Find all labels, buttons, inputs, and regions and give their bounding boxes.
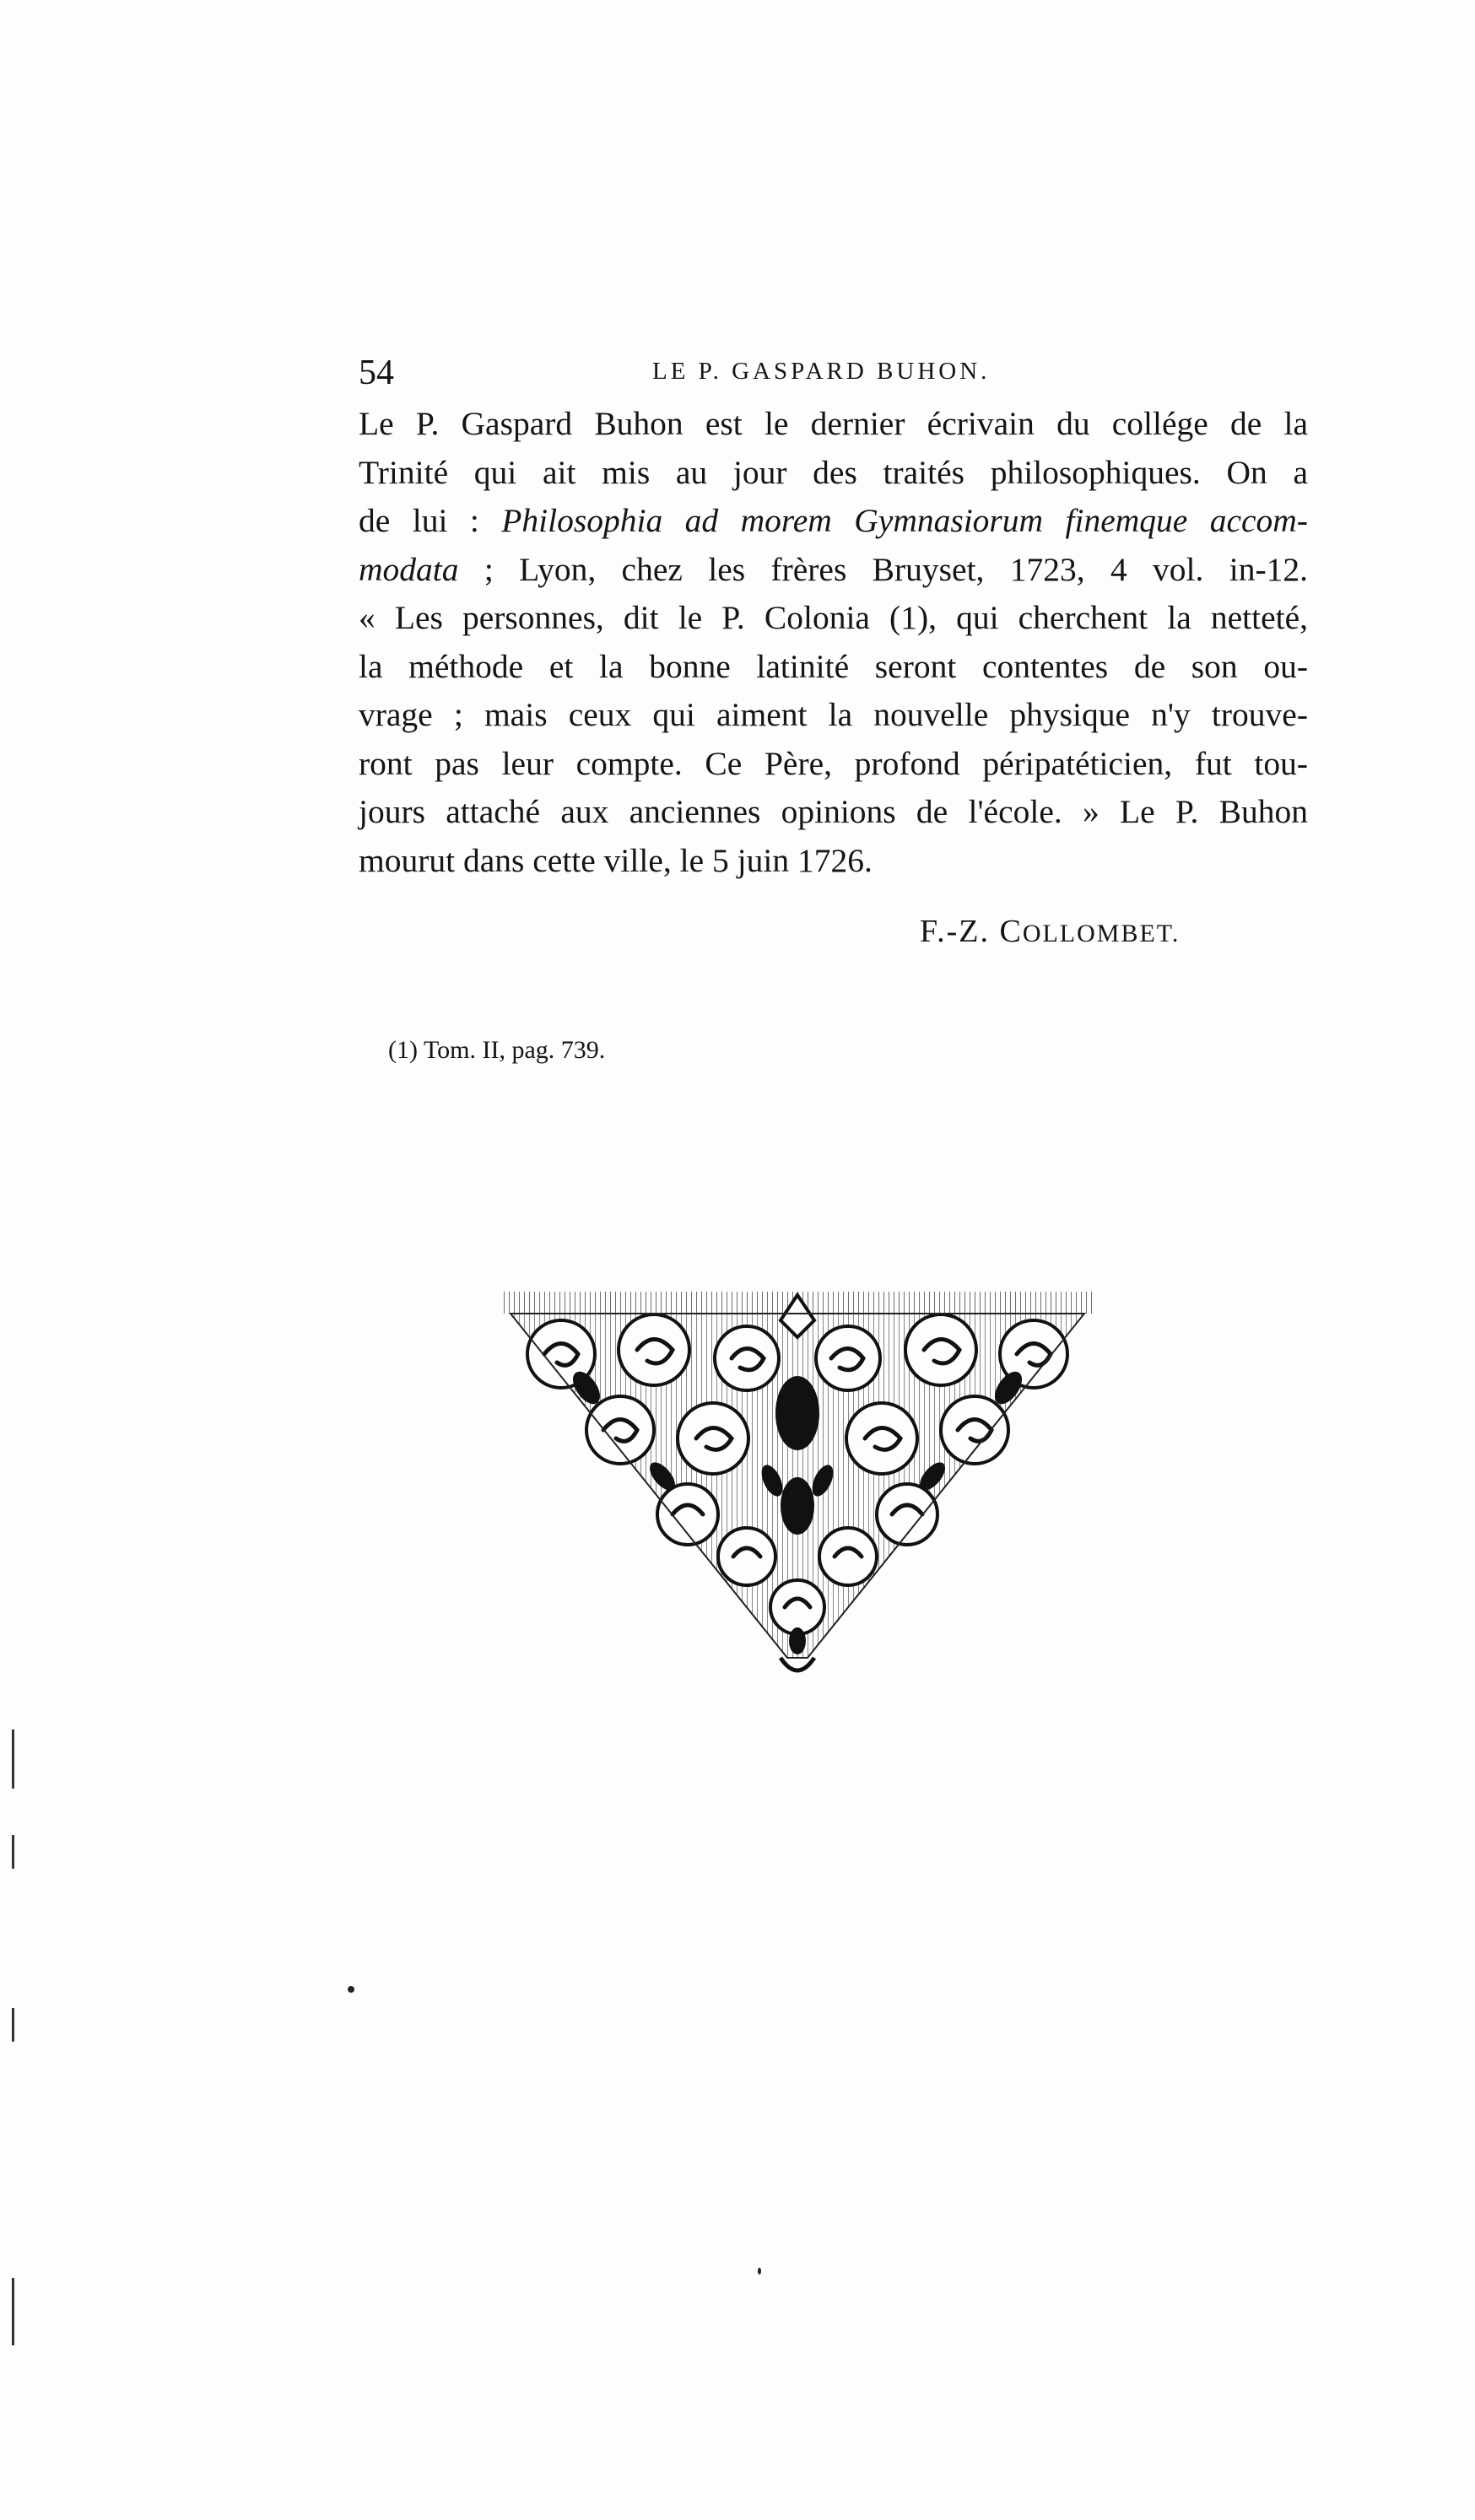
body-line-10: mourut dans cette ville, le 5 juin 1726. [359,841,873,879]
signature-surname: OLLOMBET. [1022,920,1181,947]
margin-rule-4 [12,2278,14,2345]
margin-rule-2 [12,1835,14,1869]
margin-rule-3 [12,2008,14,2042]
body-line-9: jours attaché aux anciennes opinions de l'école. » Le P. Buhon [359,793,1308,830]
body-line-8: ront pas leur compte. Ce Père, profond péripatéticien, fut tou- [359,744,1308,782]
ink-speck-2 [758,2268,761,2274]
page-number: 54 [359,353,394,392]
body-line-4 [359,546,1308,595]
running-title: LE P. GASPARD BUHON. [652,358,991,385]
ink-speck-1 [348,1986,354,1993]
footnote: (1) Tom. II, pag. 739. [388,1036,606,1064]
body-line-3-roman: de lui : [359,502,502,539]
body-line-6: la méthode et la bonne latinité seront contentes de son ou- [359,647,1308,685]
body-line-1: Le P. Gaspard Buhon est le dernier écrivain du collége de la [359,405,1308,442]
body-line-3 [359,497,1308,546]
author-signature [920,913,1180,950]
body-paragraph [359,400,1308,885]
body-line-5: « Les personnes, dit le P. Colonia (1), qui cherchent la netteté, [359,599,1308,636]
running-head [359,353,1308,391]
book-title-part-1: Philosophia ad morem Gymnasiorum finemque accom- [501,502,1308,539]
margin-rule-1 [12,1729,14,1789]
signature-initials: F.-Z. C [920,914,1023,949]
body-line-4-roman: ; Lyon, chez les frères Bruyset, 1723, 4 vol. in-12. [458,550,1308,588]
body-line-2: Trinité qui ait mis au jour des traités philosophiques. On a [359,453,1308,491]
book-title-part-2: modata [359,550,459,588]
body-line-7: vrage ; mais ceux qui aiment la nouvelle physique n'y trouve- [359,696,1308,733]
tailpiece-ornament-icon [494,1287,1101,1675]
